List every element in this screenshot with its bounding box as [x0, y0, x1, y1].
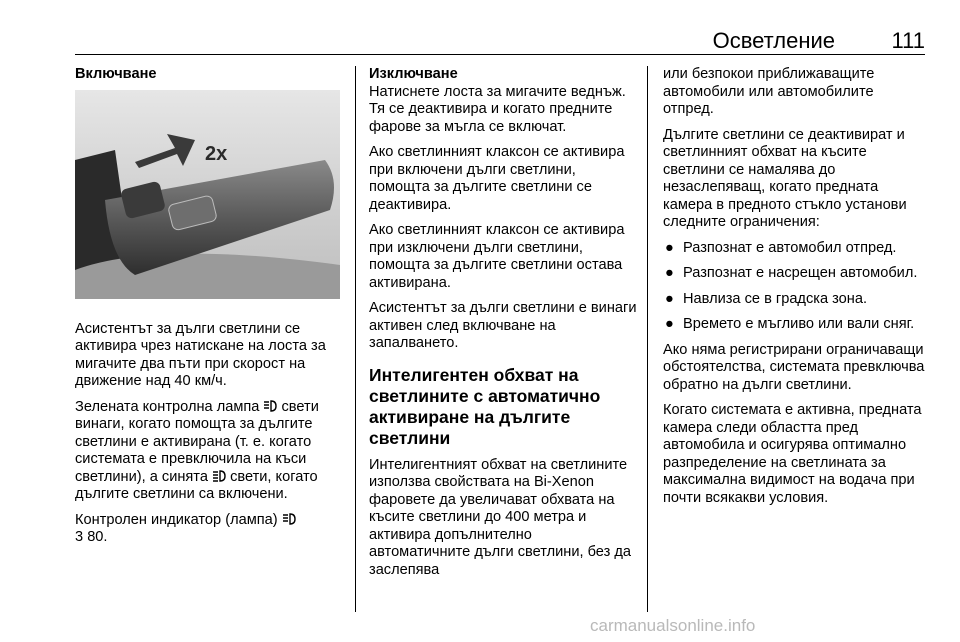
paragraph: Асистентът за дълги светлини се активира чрез натискане на лоста за мигачите два пъти при скорост на движение над 40 км/ч.	[75, 320, 326, 389]
heading-activation: Включване	[75, 66, 157, 82]
paragraph: Ако светлинният клаксон се активира при включени дълги светлини, помощта за дългите светлини се деактивира.	[369, 144, 625, 213]
page-reference-arrow: 3	[75, 529, 84, 545]
paragraph: Ако няма регистрирани ограничаващи обстоятелства, системата превключва обратно на дълги светлини.	[663, 341, 925, 393]
page-number: 111	[891, 28, 925, 53]
list-item: ● Разпознат е насрещен автомобил.	[665, 265, 918, 281]
conditions-list	[663, 240, 927, 334]
column-divider	[355, 66, 356, 612]
list-item: ● Навлиза се в градска зона.	[665, 290, 867, 307]
high-beam-assist-icon	[282, 513, 296, 525]
bullet: ●	[665, 290, 674, 307]
section-heading: Интелигентен обхват на светлините с автоматично активиране на дългите светлини	[369, 364, 601, 448]
list-item: ● Разпознат е автомобил отпред.	[665, 239, 897, 256]
turn-signal-lever-image	[75, 90, 340, 299]
column-middle	[369, 66, 637, 587]
heading-deactivation: Изключване	[369, 66, 458, 82]
list-item: ● Времето е мъгливо или вали сняг.	[665, 316, 915, 332]
paragraph: Зелената контролна лампа свети винаги, когато помощта за дългите светлини е активирана (т. е. когато системата е превключила на къси светлини), а синята свети, когато дългите светлини са включени.	[75, 398, 319, 502]
paragraph: Интелигентният обхват на светлините използва свойствата на Bi-Xenon фаровете да увеличават обхвата на късите светлини до 400 метра и активира допълнително автоматичните дълги светлини, без да заслепява	[369, 456, 631, 578]
paragraph: Когато системата е активна, предната камера следи областта пред автомобила и осигурява оптимално разпределение на светлината за максимална видимост на водача при почти всякакви условия.	[663, 402, 922, 506]
bullet: ●	[665, 239, 674, 256]
paragraph: Ако светлинният клаксон се активира при изключени дълги светлини, помощта за дългите светлини остава активирана.	[369, 222, 625, 291]
watermark: carmanualsonline.info	[590, 616, 756, 635]
column-right	[663, 66, 927, 515]
press-twice-label: 2x	[205, 142, 228, 165]
page-reference[interactable]: 80.	[87, 529, 108, 545]
column-divider	[647, 66, 648, 612]
column-left	[75, 66, 343, 555]
paragraph: Натиснете лоста за мигачите веднъж. Тя се деактивира и когато предните фарове за мъгла се включат.	[369, 83, 626, 135]
paragraph: Контролен индикатор (лампа) 3 80.	[75, 512, 343, 547]
section-title: Осветление	[712, 28, 835, 53]
page-header	[75, 26, 925, 55]
paragraph: или безпокои приближаващите автомобили или автомобилите отпред.	[663, 66, 875, 117]
paragraph: Дългите светлини се деактивират и светлинният обхват на късите светлини се намалява до незаслепяващ, когато предната камера в предното стъкло установи следните ограничения:	[663, 126, 907, 230]
bullet: ●	[665, 316, 674, 332]
bullet: ●	[665, 265, 674, 281]
high-beam-icon	[212, 470, 226, 482]
high-beam-assist-icon	[263, 400, 277, 412]
paragraph: Асистентът за дълги светлини е винаги активен след включване на запалването.	[369, 300, 637, 351]
lever-illustration	[75, 90, 340, 299]
